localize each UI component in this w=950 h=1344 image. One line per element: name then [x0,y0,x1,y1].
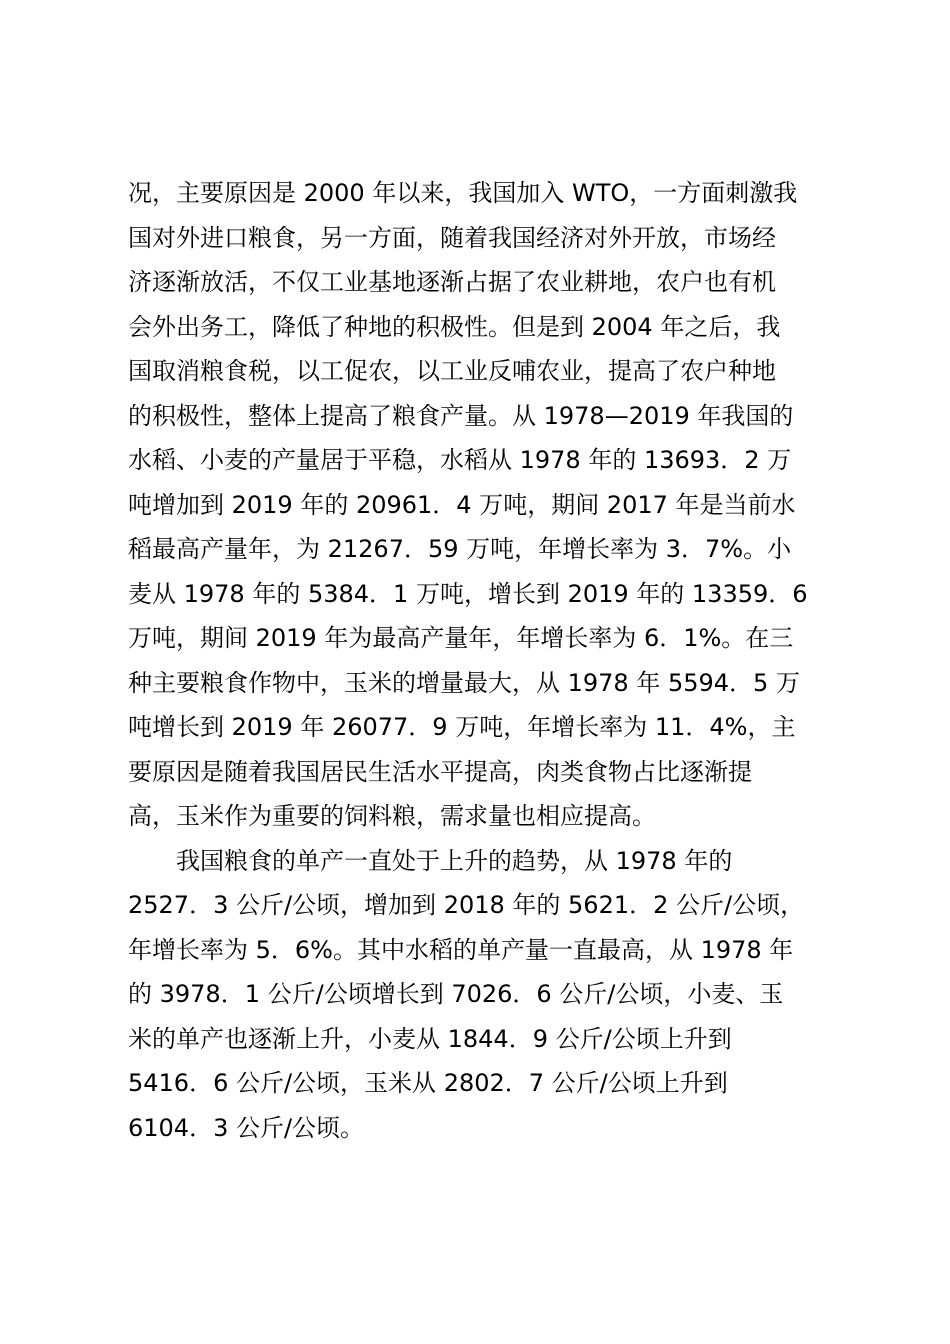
text-line: 的 3978．1 公斤/公顷增长到 7026．6 公斤/公顷，小麦、玉 [128,980,784,1008]
paragraph-unit-yield [128,839,840,1151]
text-line: 麦从 1978 年的 5384．1 万吨，增长到 2019 年的 13359．6 [128,579,808,608]
text-line: 吨增加到 2019 年的 20961．4 万吨，期间 2017 年是当前水 [128,490,796,519]
text-line-first-indented: 我国粮食的单产一直处于上升的趋势，从 1978 年的 [176,846,733,875]
text-line: 稻最高产量年，为 21267．59 万吨，年增长率为 3．7%。小 [128,535,792,563]
body-text [128,171,840,1150]
text-line: 济逐渐放活，不仅工业基地逐渐占据了农业耕地，农户也有机 [128,268,776,296]
text-line: 吨增长到 2019 年 26077．9 万吨，年增长率为 11．4%，主 [128,713,796,741]
text-line: 米的单产也逐渐上升，小麦从 1844．9 公斤/公顷上升到 [128,1024,732,1053]
text-line: 6104．3 公斤/公顷。 [128,1113,365,1142]
text-line: 万吨，期间 2019 年为最高产量年，年增长率为 6．1%。在三 [128,624,794,652]
text-line: 高，玉米作为重要的饲料粮，需求量也相应提高。 [128,802,656,830]
text-line: 要原因是随着我国居民生活水平提高，肉类食物占比逐渐提 [128,757,752,786]
text-line: 水稻、小麦的产量居于平稳，水稻从 1978 年的 13693．2 万 [128,446,792,474]
text-line: 2527．3 公斤/公顷，增加到 2018 年的 5621．2 公斤/公顷， [128,891,805,919]
text-line: 5416．6 公斤/公顷，玉米从 2802．7 公斤/公顷上升到 [128,1069,728,1097]
text-line: 国对外进口粮食，另一方面，随着我国经济对外开放，市场经 [128,223,776,252]
text-line: 种主要粮食作物中，玉米的增量最大，从 1978 年 5594．5 万 [128,668,800,697]
text-line: 会外出务工，降低了种地的积极性。但是到 2004 年之后，我 [128,312,781,341]
text-line: 的积极性，整体上提高了粮食产量。从 1978—2019 年我国的 [128,401,794,430]
text-line: 年增长率为 5．6%。其中水稻的单产量一直最高，从 1978 年 [128,935,794,964]
text-line: 况，主要原因是 2000 年以来，我国加入 WTO，一方面刺激我 [128,179,798,207]
text-line: 国取消粮食税，以工促农，以工业反哺农业，提高了农户种地 [128,357,776,385]
paragraph-grain-output [128,171,840,839]
